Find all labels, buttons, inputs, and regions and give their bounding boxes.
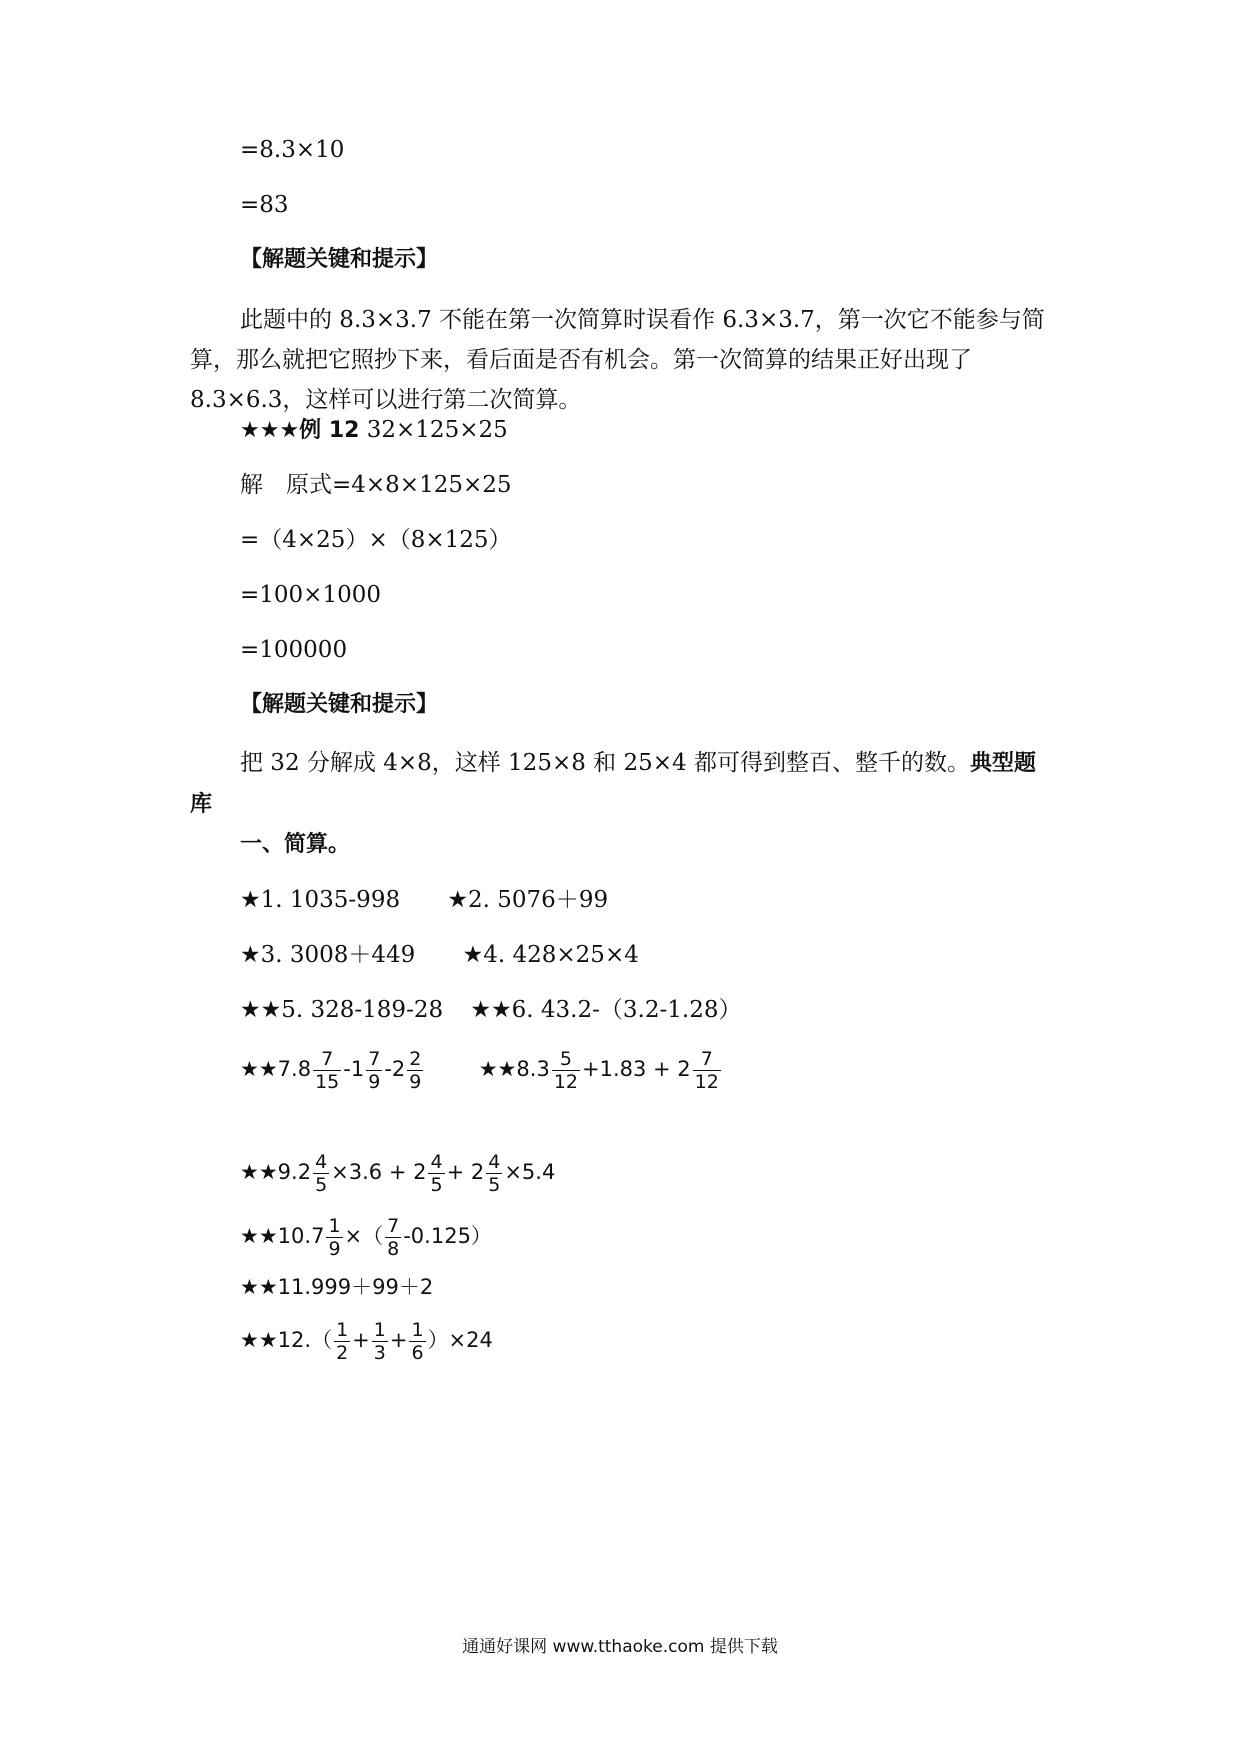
problem-row bbox=[240, 940, 639, 970]
fraction: $\frac{2}{9}$ bbox=[409, 1047, 422, 1093]
operator: -2 bbox=[384, 1057, 406, 1081]
fraction: $\frac{1}{6}$ bbox=[411, 1318, 424, 1364]
operator: -1 bbox=[343, 1057, 365, 1081]
fraction: $\frac{7}{8}$ bbox=[387, 1214, 400, 1260]
problem-row bbox=[240, 1045, 723, 1093]
section-title-inline: 典型题库 bbox=[190, 751, 1036, 817]
solution-line: =（4×25）×（8×125） bbox=[240, 527, 512, 553]
example-label: ★★★例 12 bbox=[240, 418, 360, 443]
fraction: $\frac{4}{5}$ bbox=[488, 1150, 501, 1196]
problem-5: ★★5. 328-189-28 bbox=[240, 997, 444, 1023]
problem-4: ★4. 428×25×4 bbox=[462, 942, 639, 968]
operator: + 2 bbox=[446, 1160, 485, 1184]
fraction: $\frac{7}{12}$ bbox=[694, 1047, 719, 1093]
problem-row bbox=[240, 1148, 555, 1196]
solution-line: =100000 bbox=[240, 637, 348, 663]
mixed-whole: 3 bbox=[536, 1057, 550, 1081]
hint-paragraph bbox=[190, 743, 1050, 825]
hint-heading: 【解题关键和提示】 bbox=[240, 692, 439, 717]
example-title bbox=[240, 415, 508, 446]
section-heading: 一、简算。 bbox=[240, 832, 351, 857]
problem-10-label: ★★10. bbox=[240, 1224, 312, 1248]
problem-1: ★1. 1035-998 bbox=[240, 887, 401, 913]
hint-text: 把 32 分解成 4×8，这样 125×8 和 25×4 都可得到整百、整千的数。 bbox=[240, 750, 970, 776]
page-footer: 通通好课网 www.tthaoke.com 提供下载 bbox=[462, 1637, 778, 1657]
problem-6: ★★6. 43.2-（3.2-1.28） bbox=[470, 997, 742, 1023]
operator: （ bbox=[311, 1328, 333, 1352]
operator: +1.83 + 2 bbox=[582, 1057, 691, 1081]
hint-paragraph: 此题中的 8.3×3.7 不能在第一次简算时误看作 6.3×3.7，第一次它不能参与简算，那么就把它照抄下来，看后面是否有机会。第一次简算的结果正好出现了 8.3×6.3，这样可以进行第二次简算。 bbox=[190, 307, 1045, 413]
fraction: $\frac{1}{2}$ bbox=[336, 1318, 349, 1364]
problem-7-label: ★★7. bbox=[240, 1057, 298, 1081]
operator: ×3.6 + 2 bbox=[331, 1160, 427, 1184]
problem-7 bbox=[240, 1047, 432, 1093]
fraction: $\frac{7}{15}$ bbox=[315, 1047, 340, 1093]
solution-line: 解 原式=4×8×125×25 bbox=[240, 472, 512, 498]
operator: ×5.4 bbox=[504, 1160, 556, 1184]
mixed-whole: 2 bbox=[297, 1160, 312, 1184]
calc-line: =8.3×10 bbox=[240, 137, 345, 163]
operator: -0.125） bbox=[403, 1224, 492, 1248]
problem-row bbox=[240, 1316, 493, 1364]
problem-9 bbox=[240, 1150, 556, 1196]
problem-12-label: ★★12. bbox=[240, 1328, 312, 1352]
fraction: $\frac{4}{5}$ bbox=[430, 1150, 443, 1196]
problem-9-label: ★★9. bbox=[240, 1160, 298, 1184]
solution-line: =100×1000 bbox=[240, 582, 381, 608]
mixed-whole: 7 bbox=[311, 1224, 325, 1248]
problem-12 bbox=[240, 1318, 493, 1364]
operator: + bbox=[352, 1328, 370, 1352]
operator: ×（ bbox=[344, 1224, 384, 1248]
problem-3: ★3. 3008＋449 bbox=[240, 942, 416, 968]
fraction: $\frac{1}{3}$ bbox=[373, 1318, 386, 1364]
problem-8 bbox=[478, 1047, 723, 1093]
example-expression: 32×125×25 bbox=[366, 417, 508, 443]
problem-row bbox=[240, 995, 741, 1025]
problem-11: ★★11.999＋99＋2 bbox=[240, 1275, 434, 1299]
problem-row bbox=[240, 885, 608, 915]
problem-row bbox=[240, 1212, 492, 1260]
operator: + bbox=[389, 1328, 408, 1352]
hint-heading: 【解题关键和提示】 bbox=[240, 247, 439, 272]
fraction: $\frac{4}{5}$ bbox=[315, 1150, 328, 1196]
problem-10 bbox=[240, 1214, 492, 1260]
fraction: $\frac{7}{9}$ bbox=[368, 1047, 381, 1093]
fraction: $\frac{5}{12}$ bbox=[553, 1047, 578, 1093]
fraction: $\frac{1}{9}$ bbox=[328, 1214, 341, 1260]
problem-2: ★2. 5076＋99 bbox=[447, 887, 609, 913]
operator: ）×24 bbox=[427, 1328, 493, 1352]
calc-line: =83 bbox=[240, 192, 289, 218]
mixed-whole: 8 bbox=[297, 1057, 312, 1081]
problem-8-label: ★★8. bbox=[478, 1057, 537, 1081]
